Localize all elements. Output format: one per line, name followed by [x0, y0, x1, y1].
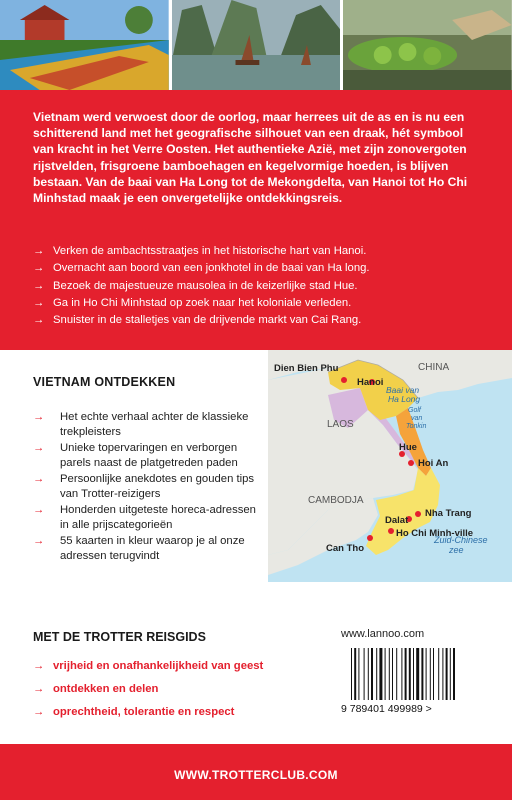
barcode-bar	[376, 648, 377, 700]
barcode-bar	[385, 648, 386, 700]
city-hue: Hue	[399, 442, 417, 453]
intro-text: Vietnam werd verwoest door de oorlog, maar herrees uit de as en is nu een schitterend land met het geografische silhouet van een draak, hét symbool van kracht in het Verre Oosten. Het authentieke Azië, met zijn zonovergoten rijstvelden, frisgroene bamboehagen en kegelvormige hoeden, is blijven bestaan. Van de baai van Ha Long tot de Mekongdelta, van Hanoi tot Ho Chi Minhstad maak je een onvergetelijke ontdekkingsreis.	[33, 110, 468, 206]
arrow-icon: →	[33, 411, 45, 423]
label-cambodja: CAMBODJA	[308, 495, 364, 506]
barcode-bar	[430, 648, 431, 700]
barcode-bar	[405, 648, 407, 700]
svg-text:zee: zee	[449, 545, 464, 555]
feature-item: → 55 kaarten in kleur waarop je al onze adressen terugvindt	[33, 534, 245, 562]
arrow-icon: →	[33, 314, 45, 327]
arrow-icon: →	[33, 262, 45, 275]
svg-text:Ha Long: Ha Long	[388, 394, 421, 404]
feature-item: → Het echte verhaal achter de klassieke trekpleisters	[33, 411, 249, 439]
barcode-bar	[426, 648, 427, 700]
barcode-bar	[354, 648, 356, 700]
barcode-bar	[358, 648, 359, 700]
publisher-website[interactable]: www.lannoo.com	[341, 628, 425, 640]
arrow-icon: →	[33, 534, 45, 547]
barcode-bar	[433, 648, 434, 700]
barcode-bar	[392, 648, 393, 700]
label-china: CHINA	[418, 362, 450, 373]
barcode-bar	[409, 648, 411, 700]
arrow-icon: →	[33, 245, 45, 257]
vietnam-map	[268, 350, 512, 582]
barcode-bar	[351, 648, 352, 700]
section-title: VIETNAM ONTDEKKEN	[33, 375, 176, 389]
ha-long-bay-photo	[172, 0, 341, 90]
value-item: → oprechtheid, tolerantie en respect	[33, 701, 263, 724]
feature-item: → Persoonlijke anekdotes en gouden tips van Trotter-reizigers	[33, 472, 255, 501]
svg-text:van: van	[411, 415, 423, 422]
arrow-icon: →	[33, 279, 45, 292]
barcode-bar	[416, 648, 419, 700]
highlight-item: → Snuister in de stalletjes van de drijvende markt van Cai Rang.	[33, 312, 483, 329]
value-item: → vrijheid en onafhankelijkheid van geest	[33, 655, 263, 678]
value-item: → ontdekken en delen	[33, 678, 263, 701]
arrow-icon: →	[33, 660, 45, 672]
city-dalat: Dalat	[385, 515, 409, 526]
highlight-item: → Verken de ambachtsstraatjes in het historische hart van Hanoi.	[33, 243, 483, 260]
isbn-barcode	[341, 646, 481, 714]
trotter-values-list	[33, 655, 263, 724]
barcode-bar	[396, 648, 397, 700]
barcode-bar	[453, 648, 455, 700]
barcode-bar	[413, 648, 414, 700]
svg-text:Tonkin: Tonkin	[406, 423, 427, 430]
city-nha-trang: Nha Trang	[425, 508, 472, 519]
trotter-title: MET DE TROTTER REISGIDS	[33, 630, 206, 644]
barcode-bar	[401, 648, 402, 700]
arrow-icon: →	[33, 296, 45, 309]
feature-item: → Honderden uitgeteste horeca-adressen in alle prijscategorieën	[33, 503, 256, 531]
trotter-website[interactable]: WWW.TROTTERCLUB.COM	[174, 768, 338, 782]
barcode-bar	[389, 648, 390, 700]
city-hanoi: Hanoi	[357, 377, 384, 388]
arrow-icon: →	[33, 683, 45, 695]
barcode-bar	[421, 648, 423, 700]
highlight-item: → Bezoek de majestueuze mausolea in de keizerlijke stad Hue.	[33, 278, 483, 295]
barcode-bar	[371, 648, 373, 700]
floating-market-photo	[343, 0, 512, 90]
label-sea: Zuid-Chinese	[434, 535, 488, 545]
highlight-item: → Ga in Ho Chi Minhstad op zoek naar het koloniale verleden.	[33, 295, 483, 312]
temple-photo	[0, 0, 169, 90]
arrow-icon: →	[33, 472, 45, 485]
label-bay: Baai van	[386, 385, 420, 395]
barcode-bar	[446, 648, 448, 700]
city-hoi-an: Hoi An	[418, 458, 449, 469]
isbn-number: 9 789401 499989 >	[341, 703, 432, 714]
highlights-list	[33, 243, 483, 329]
label-gulf: Golf	[408, 407, 421, 414]
barcode-bar	[368, 648, 369, 700]
highlight-item: → Overnacht aan boord van een jonkhotel in de baai van Ha long.	[33, 260, 483, 277]
arrow-icon: →	[33, 706, 45, 718]
barcode-bar	[442, 648, 443, 700]
barcode-bar	[438, 648, 439, 700]
barcode-bar	[379, 648, 382, 700]
features-list	[33, 410, 263, 565]
footer-bar	[0, 744, 512, 800]
barcode-bar	[450, 648, 451, 700]
city-can-tho: Can Tho	[326, 543, 364, 554]
photo-strip	[0, 0, 512, 90]
barcode-bar	[364, 648, 365, 700]
feature-item: → Unieke topervaringen en verborgen parels naast de platgetreden paden	[33, 441, 238, 470]
arrow-icon: →	[33, 441, 45, 454]
city-dien-bien-phu: Dien Bien Phu	[274, 363, 339, 374]
arrow-icon: →	[33, 503, 45, 516]
label-laos: LAOS	[327, 419, 354, 430]
city-ho-chi-minh: Ho Chi Minh-ville	[396, 528, 474, 539]
